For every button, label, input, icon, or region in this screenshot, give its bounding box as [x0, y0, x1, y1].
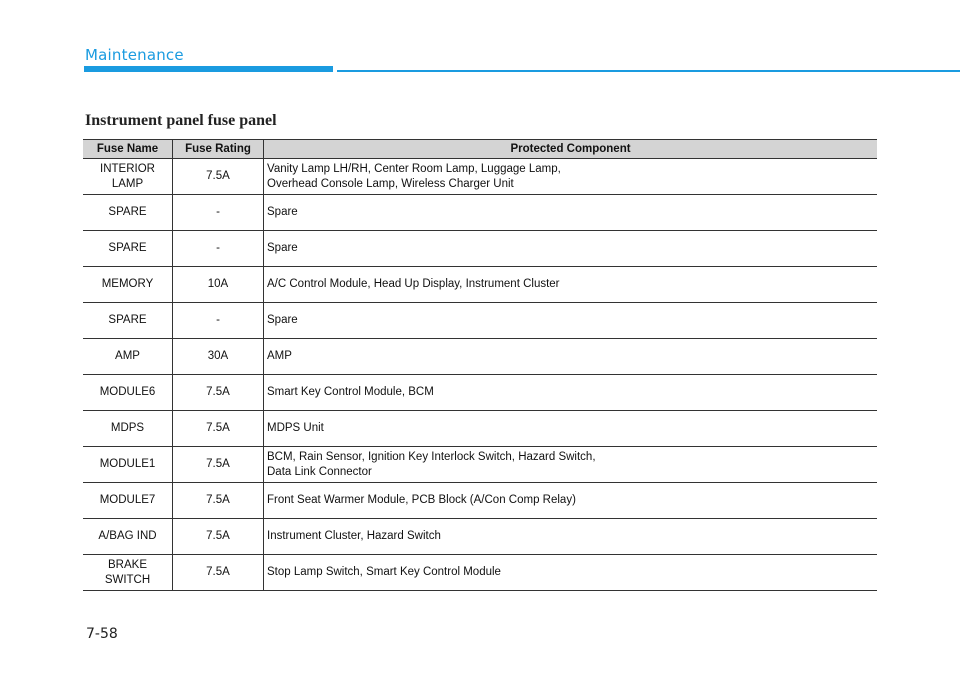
table-header-row [83, 140, 877, 159]
fuse-name-cell-text: MEMORY [101, 278, 154, 290]
protected-component-cell-text: Stop Lamp Switch, Smart Key Control Module [267, 566, 501, 578]
protected-component-cell-text: Instrument Cluster, Hazard Switch [267, 530, 441, 542]
protected-component-cell-text: Spare [267, 206, 298, 218]
protected-component-cell-text: Spare [267, 242, 298, 254]
fuse-rating-cell-text: 7.5A [206, 170, 230, 182]
fuse-name-cell-text: AMP [115, 350, 140, 362]
table-row [83, 159, 877, 195]
table-row [83, 483, 877, 519]
protected-component-cell [264, 303, 878, 339]
fuse-rating-cell [173, 339, 264, 375]
protected-component-cell-text: BCM, Rain Sensor, Ignition Key Interlock Switch, Hazard Switch, Data Link Connector [267, 450, 596, 478]
table-row [83, 267, 877, 303]
column-header-fuse-name: Fuse Name [83, 140, 173, 159]
table-row [83, 231, 877, 267]
table-row [83, 555, 877, 591]
fuse-rating-cell [173, 375, 264, 411]
header-rule-thick [84, 66, 333, 72]
protected-component-cell [264, 339, 878, 375]
fuse-rating-cell-text: 7.5A [206, 494, 230, 506]
page-heading: Instrument panel fuse panel [85, 112, 277, 129]
table-row [83, 375, 877, 411]
fuse-rating-cell-text: 7.5A [206, 530, 230, 542]
protected-component-cell [264, 519, 878, 555]
protected-component-cell [264, 483, 878, 519]
header-rule-thin [337, 70, 960, 72]
protected-component-cell [264, 447, 878, 483]
protected-component-cell [264, 231, 878, 267]
fuse-rating-cell [173, 231, 264, 267]
fuse-rating-cell-text: 7.5A [206, 422, 230, 434]
fuse-name-cell [83, 483, 173, 519]
fuse-name-cell-text: A/BAG IND [98, 530, 157, 542]
fuse-name-cell [83, 159, 173, 195]
fuse-rating-cell-text: - [216, 314, 220, 326]
fuse-rating-cell [173, 195, 264, 231]
fuse-name-cell [83, 447, 173, 483]
fuse-name-cell [83, 339, 173, 375]
fuse-name-cell [83, 519, 173, 555]
fuse-name-cell [83, 555, 173, 591]
fuse-name-cell-text: MODULE7 [99, 494, 156, 506]
fuse-rating-cell [173, 411, 264, 447]
table-row [83, 519, 877, 555]
table-row [83, 411, 877, 447]
table-row [83, 339, 877, 375]
fuse-rating-cell-text: - [216, 206, 220, 218]
protected-component-cell [264, 555, 878, 591]
protected-component-cell [264, 195, 878, 231]
fuse-rating-cell [173, 159, 264, 195]
fuse-rating-cell [173, 555, 264, 591]
protected-component-cell-text: MDPS Unit [267, 422, 324, 434]
fuse-name-cell [83, 303, 173, 339]
fuse-rating-cell-text: 7.5A [206, 458, 230, 470]
table-row [83, 195, 877, 231]
fuse-name-cell-text: MODULE1 [99, 458, 156, 470]
fuse-name-cell [83, 231, 173, 267]
protected-component-cell [264, 267, 878, 303]
protected-component-cell-text: Smart Key Control Module, BCM [267, 386, 434, 398]
fuse-name-cell-text: SPARE [108, 242, 147, 254]
fuse-rating-cell [173, 447, 264, 483]
protected-component-cell-text: Spare [267, 314, 298, 326]
fuse-table [83, 139, 877, 591]
page-number: 7-58 [86, 626, 118, 642]
fuse-name-cell-text: SPARE [108, 314, 147, 326]
fuse-rating-cell [173, 303, 264, 339]
protected-component-cell-text: A/C Control Module, Head Up Display, Instrument Cluster [267, 278, 560, 290]
protected-component-cell-text: AMP [267, 350, 292, 362]
fuse-name-cell-text: INTERIOR LAMP [100, 162, 155, 190]
fuse-rating-cell-text: 30A [207, 350, 229, 362]
fuse-name-cell-text: BRAKE SWITCH [104, 558, 151, 586]
fuse-rating-cell [173, 519, 264, 555]
fuse-rating-cell [173, 267, 264, 303]
fuse-rating-cell-text: 7.5A [206, 566, 230, 578]
fuse-rating-cell-text: 10A [207, 278, 229, 290]
column-header-protected-component: Protected Component [264, 140, 878, 159]
fuse-name-cell [83, 375, 173, 411]
fuse-name-cell-text: MDPS [110, 422, 145, 434]
fuse-rating-cell [173, 483, 264, 519]
protected-component-cell-text: Vanity Lamp LH/RH, Center Room Lamp, Luggage Lamp, Overhead Console Lamp, Wireless Charger Unit [267, 162, 561, 190]
protected-component-cell [264, 159, 878, 195]
table-row [83, 447, 877, 483]
fuse-rating-cell-text: 7.5A [206, 386, 230, 398]
table-row [83, 303, 877, 339]
column-header-fuse-rating: Fuse Rating [173, 140, 264, 159]
fuse-name-cell [83, 267, 173, 303]
section-title: Maintenance [85, 46, 184, 64]
fuse-rating-cell-text: - [216, 242, 220, 254]
protected-component-cell-text: Front Seat Warmer Module, PCB Block (A/Con Comp Relay) [267, 494, 576, 506]
protected-component-cell [264, 411, 878, 447]
fuse-name-cell-text: SPARE [108, 206, 147, 218]
fuse-name-cell-text: MODULE6 [99, 386, 156, 398]
protected-component-cell [264, 375, 878, 411]
fuse-name-cell [83, 411, 173, 447]
fuse-name-cell [83, 195, 173, 231]
